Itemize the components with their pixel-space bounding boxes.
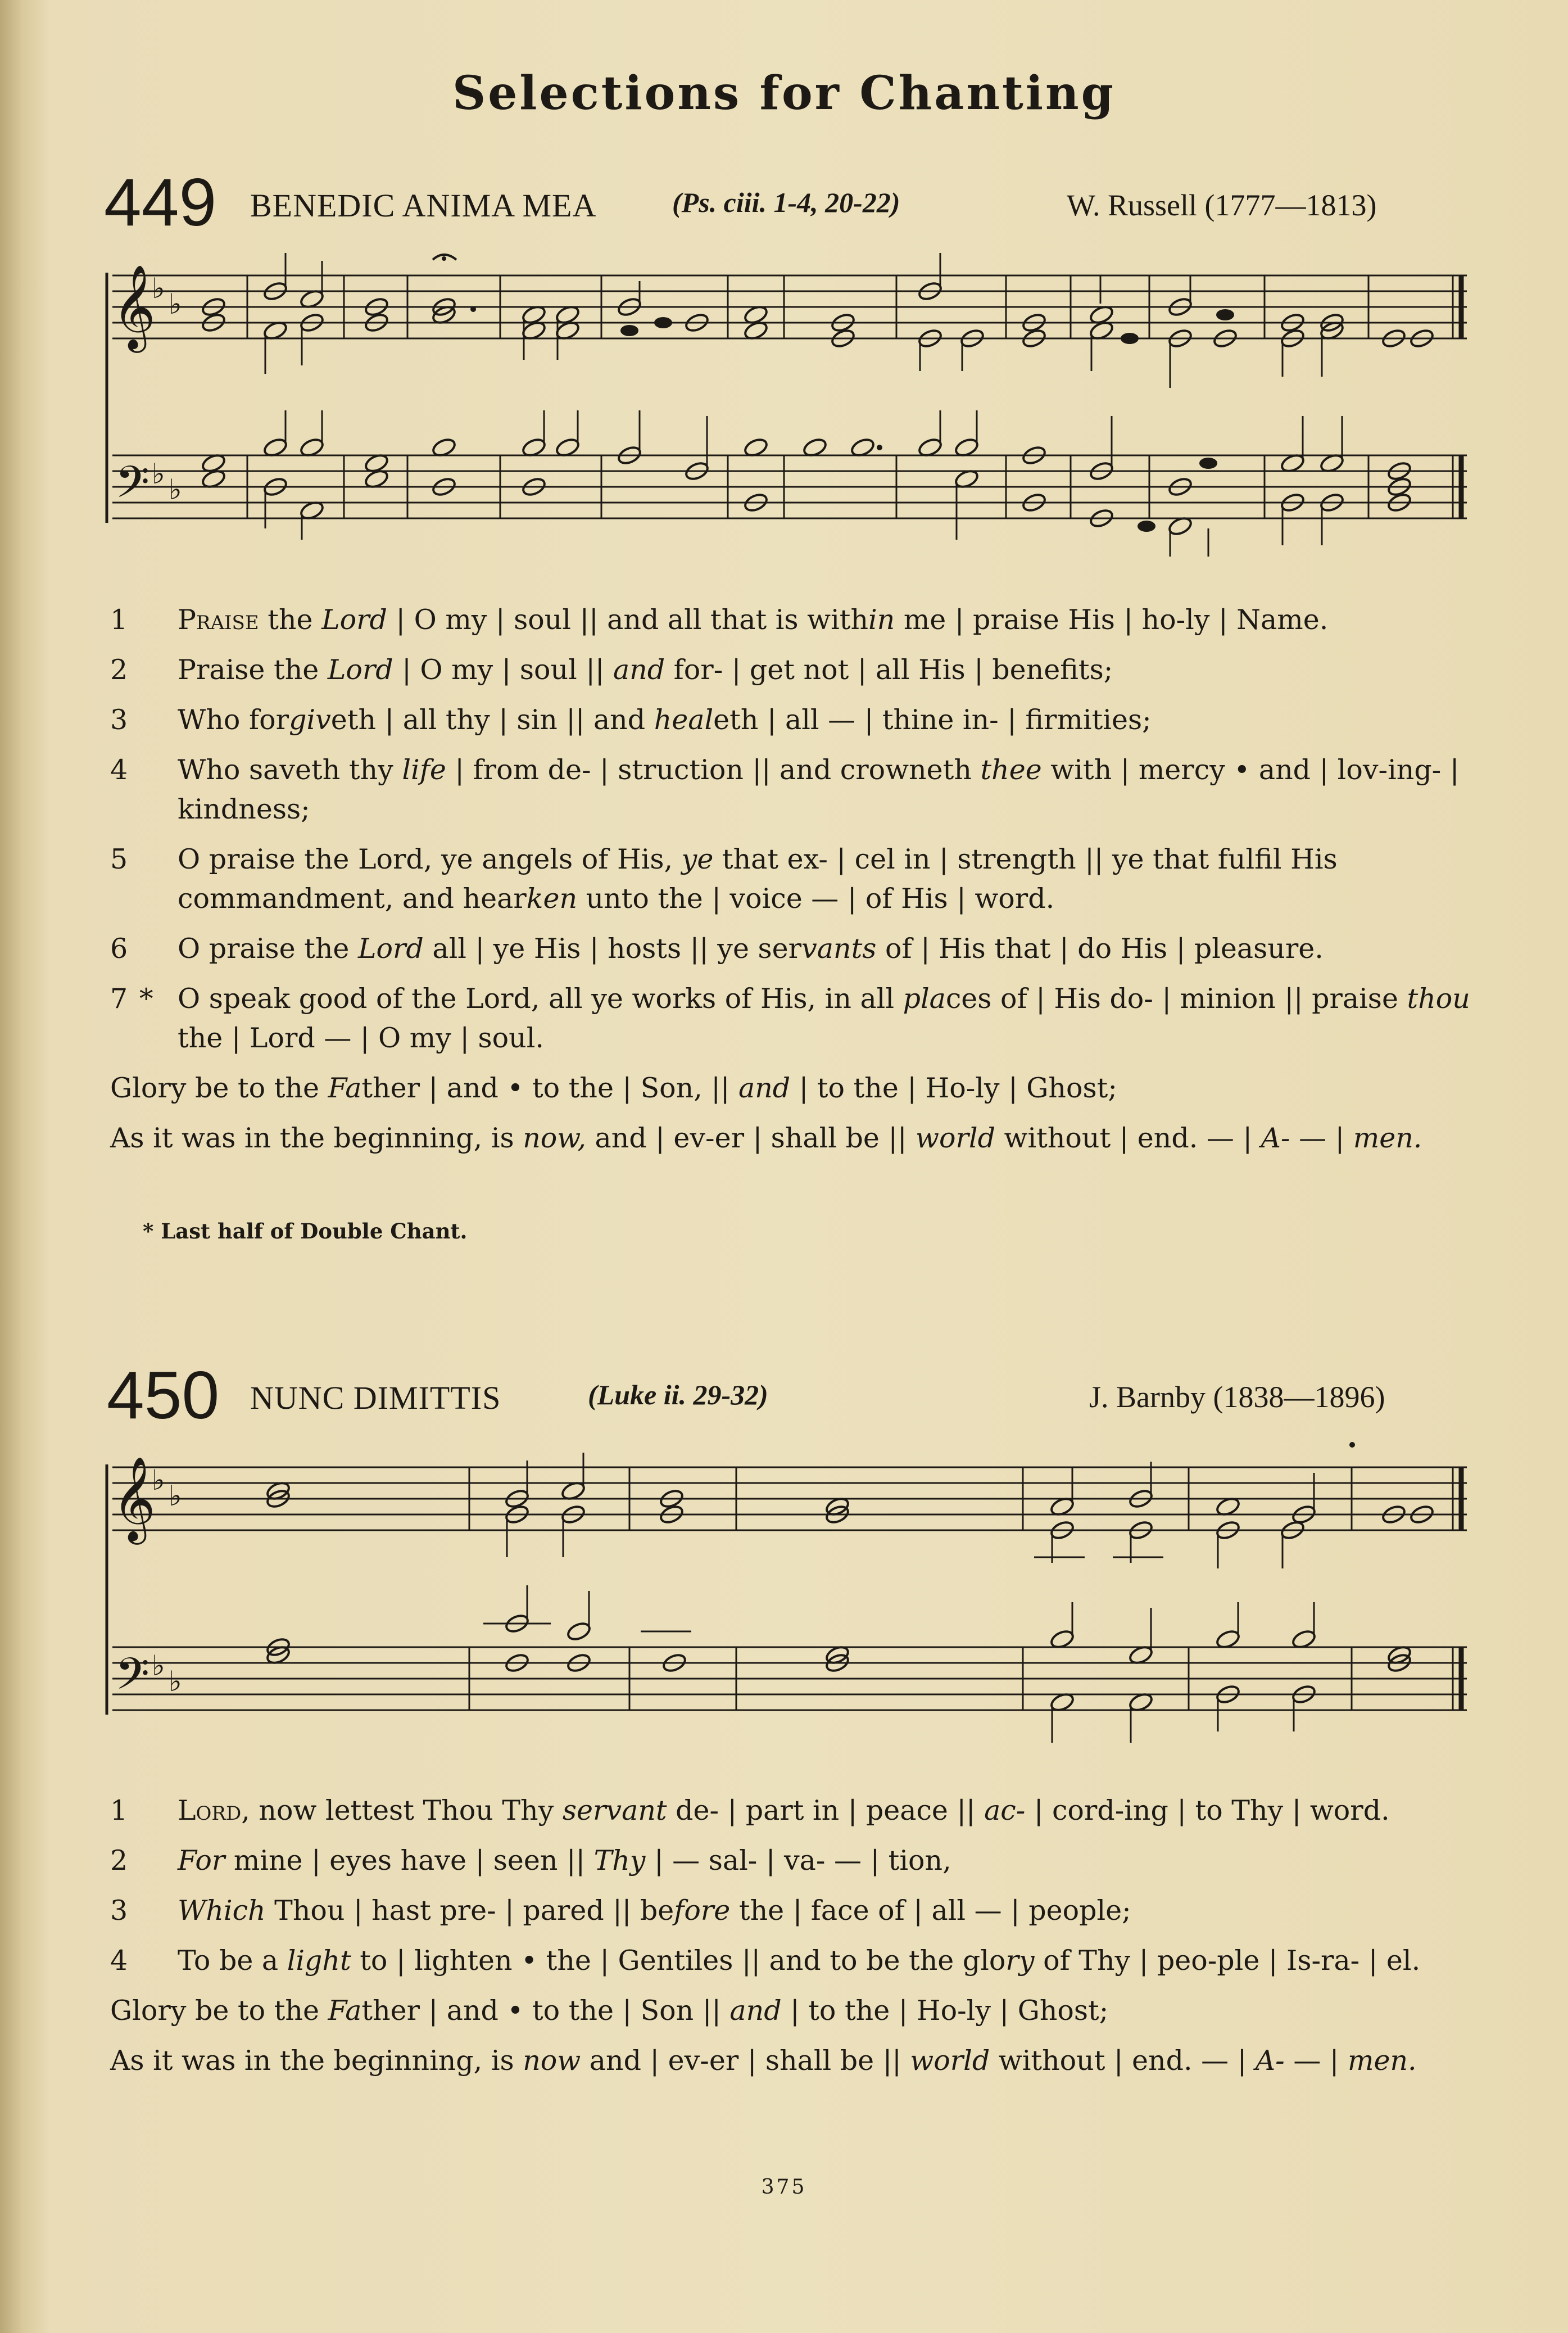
verse <box>110 1841 1481 1880</box>
verse-text: ken <box>526 883 578 915</box>
verse-text: world <box>916 1122 995 1154</box>
verse <box>110 929 1481 969</box>
verse-text: | cord-ing | to Thy | word. <box>1025 1794 1390 1826</box>
svg-text:𝄢: 𝄢 <box>115 1649 150 1711</box>
verse-text: and | ev-er | shall be || <box>581 2045 910 2077</box>
svg-text:𝄢: 𝄢 <box>115 457 150 519</box>
verse-text: Praise <box>178 604 259 636</box>
gloria-line <box>110 1119 1481 1158</box>
svg-text:♭: ♭ <box>169 473 182 506</box>
verse-text: ye <box>681 843 714 875</box>
verse-text: Thou | hast pre- | pared || be <box>265 1895 674 1927</box>
verse-number: 4 <box>110 1945 128 1977</box>
verse-number: 6 <box>110 933 128 965</box>
verse-text: | from de- | struction || and crowneth <box>446 754 981 786</box>
verse-text: unto the | voice — | of His | word. <box>577 883 1055 915</box>
verse-text: eth | all — | thine in- | firmities; <box>713 704 1152 736</box>
verse-text: thou <box>1407 983 1470 1015</box>
verse-text: and <box>738 1072 791 1104</box>
verse-text: O praise the <box>178 933 358 965</box>
verse-text: ces of | His do- | minion || praise <box>945 983 1407 1015</box>
verse-text: Fa <box>328 1072 362 1104</box>
verse-text: with | mercy • and | lov-ing- | kindness; <box>178 754 1460 825</box>
asterisk-mark: * <box>139 983 153 1015</box>
verse-text: de- | part in | peace || <box>667 1794 985 1826</box>
verse-text: now lettest Thou Thy <box>250 1794 563 1826</box>
verse-number: 1 <box>110 604 128 636</box>
page-number: 375 <box>761 2176 807 2199</box>
verse <box>110 840 1481 919</box>
verse-text: men. <box>1348 2045 1417 2077</box>
verse-text: Which <box>178 1895 266 1927</box>
verse-number: 2 <box>110 1844 128 1877</box>
verse <box>110 1941 1481 1981</box>
verse-text: To be a <box>178 1945 287 1977</box>
svg-text:♭: ♭ <box>152 458 165 490</box>
verse-number: 3 <box>110 704 128 736</box>
verse-text: to | lighten • the | Gentiles || and to be the glo <box>351 1945 1006 1977</box>
svg-text:♭: ♭ <box>152 1464 165 1496</box>
verse-text: | — sal- | va- — | tion, <box>645 1844 951 1877</box>
verse-text: As it was in the beginning, is <box>110 1122 523 1154</box>
verse-text: A- <box>1255 2045 1285 2077</box>
verse-text: world <box>910 2045 990 2077</box>
verse <box>110 979 1481 1058</box>
verse-text: men. <box>1353 1122 1422 1154</box>
verse-text: A- <box>1261 1122 1290 1154</box>
verse-text: me | praise His | ho-ly | Name. <box>895 604 1329 636</box>
verse-text: eth | all thy | sin || and <box>330 704 654 736</box>
verse-text: now, <box>523 1122 586 1154</box>
footnote: * Last half of Double Chant. <box>143 1219 468 1244</box>
verse-text: For <box>178 1844 225 1877</box>
verse-number: 1 <box>110 1794 128 1826</box>
verse-text: pla <box>903 983 946 1015</box>
verse-text: As it was in the beginning, is <box>110 2045 523 2077</box>
verse-text: giv <box>289 704 331 736</box>
verse-text: and <box>613 654 665 686</box>
verse-text: ac- <box>984 1794 1026 1826</box>
verse-text: Glory be to the <box>110 1072 328 1104</box>
verse-text: light <box>287 1945 351 1977</box>
running-head: Selections for Chanting <box>452 66 1116 120</box>
verse-text: heal <box>654 704 714 736</box>
hymn-number: 449 <box>104 165 217 240</box>
verse-text: ther | and • to the | Son || <box>361 1995 730 2027</box>
verse-text: Who for <box>178 704 289 736</box>
verse-text: — | <box>1290 1122 1353 1154</box>
verse-number: 5 <box>110 843 128 875</box>
verse-text: all | ye His | hosts || ye ser <box>423 933 802 965</box>
verse-text: for- | get not | all His | benefits; <box>665 654 1113 686</box>
hymn-title: BENEDIC ANIMA MEA <box>250 187 597 224</box>
verse-text: | to the | Ho-ly | Ghost; <box>781 1995 1109 2027</box>
hymn-title: NUNC DIMITTIS <box>250 1380 501 1416</box>
verse-number: 3 <box>110 1895 128 1927</box>
verse-number: 4 <box>110 754 128 786</box>
verse-text: | to the | Ho-ly | Ghost; <box>790 1072 1117 1104</box>
svg-text:♭: ♭ <box>169 1665 182 1698</box>
verse-text: ry <box>1005 1945 1035 1977</box>
verse-text: | O my | soul || <box>393 654 613 686</box>
verse-text: Lord, <box>178 1794 250 1826</box>
verse-text: Lord <box>321 604 387 636</box>
scripture-reference: (Ps. ciii. 1-4, 20-22) <box>672 187 900 218</box>
verse-text: | O my | soul || and all that is with <box>387 604 869 636</box>
verse-text: life <box>402 754 446 786</box>
verse-text: Lord <box>357 933 424 965</box>
verse-text: Glory be to the <box>110 1995 328 2027</box>
gloria-line <box>110 2041 1481 2081</box>
verse-text: and | ev-er | shall be || <box>586 1122 916 1154</box>
verse-text: now <box>523 2045 581 2077</box>
scripture-reference: (Luke ii. 29-32) <box>588 1379 768 1410</box>
svg-text:♭: ♭ <box>169 1480 182 1512</box>
verse-text: O praise the Lord, ye angels of His, <box>178 843 682 875</box>
verse <box>110 700 1481 740</box>
verse-text: ther | and • to the | Son, || <box>361 1072 738 1104</box>
verse-text: the | face of | all — | people; <box>730 1895 1131 1927</box>
hymn-number: 450 <box>107 1358 220 1433</box>
verse-text: thee <box>980 754 1042 786</box>
verse-text: servant <box>562 1794 667 1826</box>
verse-text: in <box>868 604 895 636</box>
chant-score-449 <box>0 247 1568 562</box>
composer: W. Russell (1777—1813) <box>1067 188 1377 222</box>
verse-text: Lord <box>327 654 393 686</box>
verse <box>110 1791 1481 1830</box>
svg-text:𝄞: 𝄞 <box>112 1455 156 1541</box>
gloria-line <box>110 1069 1481 1108</box>
verse-text: the <box>259 604 322 636</box>
verse-text: Who saveth thy <box>178 754 402 786</box>
verse-text: vants <box>801 933 877 965</box>
chant-score-450 <box>0 1439 1568 1754</box>
svg-text:♭: ♭ <box>152 272 165 305</box>
verse-text: without | end. — | <box>995 1122 1261 1154</box>
verse-text: mine | eyes have | seen || <box>225 1844 594 1877</box>
verse-text: fore <box>674 1895 731 1927</box>
verse-number: 2 <box>110 654 128 686</box>
svg-text:♭: ♭ <box>169 288 182 320</box>
verse-text: Fa <box>328 1995 362 2027</box>
verse-text: that ex- | cel in | strength || ye that fulfil His commandment, and hear <box>178 843 1338 915</box>
verse-text: — | <box>1284 2045 1348 2077</box>
verse-number: 7 <box>110 983 128 1015</box>
verse <box>110 750 1481 829</box>
verse <box>110 650 1481 690</box>
verse-text: of Thy | peo-ple | Is-ra- | el. <box>1034 1945 1421 1977</box>
chant-text-450 <box>110 1791 1481 2091</box>
verse-text: O speak good of the Lord, all ye works of His, in all <box>178 983 903 1015</box>
verse-text: Thy <box>593 1844 646 1877</box>
verse-text: Praise the <box>178 654 328 686</box>
verse <box>110 600 1481 640</box>
svg-text:𝄞: 𝄞 <box>112 264 156 349</box>
verse <box>110 1891 1481 1930</box>
verse-text: without | end. — | <box>990 2045 1256 2077</box>
gloria-line <box>110 1991 1481 2031</box>
verse-text: the | Lord — | O my | soul. <box>178 1022 544 1054</box>
verse-text: of | His that | do His | pleasure. <box>876 933 1324 965</box>
composer: J. Barnby (1838—1896) <box>1089 1380 1385 1414</box>
chant-text-449 <box>110 600 1481 1169</box>
verse-text: and <box>729 1995 782 2027</box>
svg-text:♭: ♭ <box>152 1649 165 1682</box>
